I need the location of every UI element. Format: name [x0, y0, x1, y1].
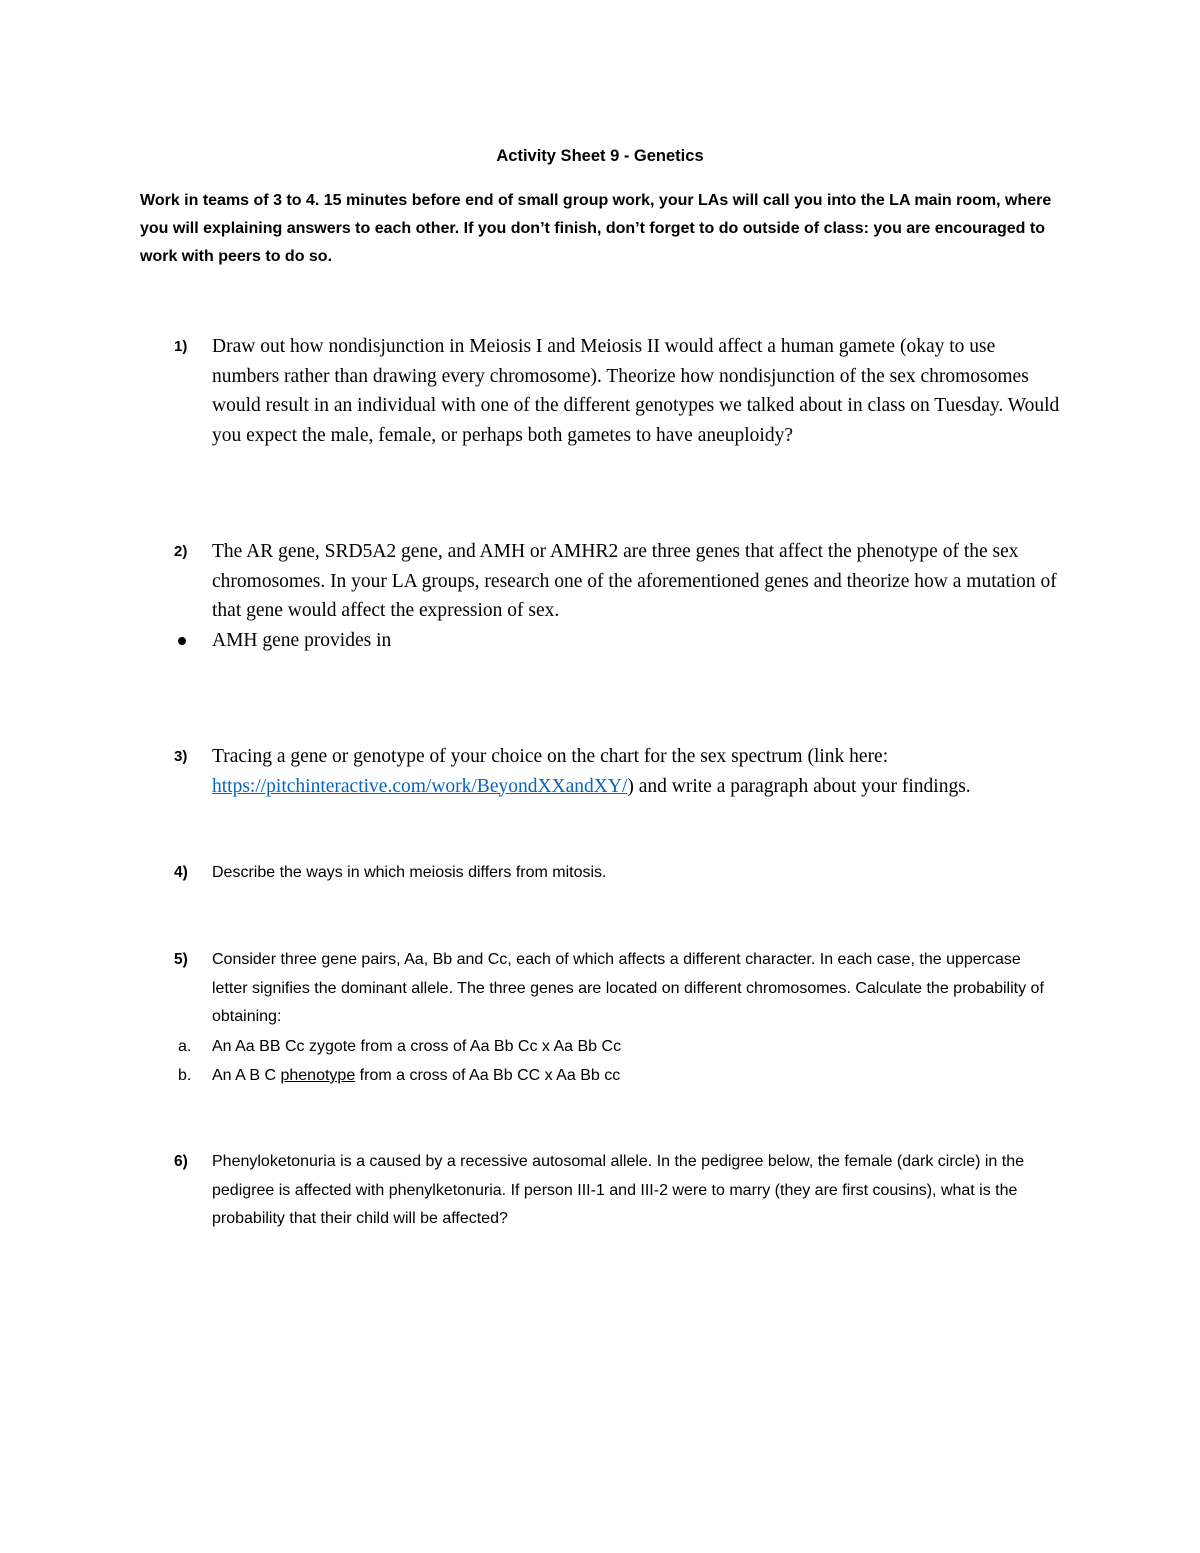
question-text: Describe the ways in which meiosis differs from mitosis.: [212, 864, 607, 881]
question-5: [140, 946, 1060, 1091]
question-text: [212, 742, 1060, 801]
question-1: [140, 332, 1060, 450]
question-text-before-link: Tracing a gene or genotype of your choice on the chart for the sex spectrum (link here:: [212, 746, 889, 767]
sub-question-text-before: An A B C: [212, 1067, 281, 1084]
question-4: [140, 859, 1060, 888]
sub-question-text: An Aa BB Cc zygote from a cross of Aa Bb Cc x Aa Bb Cc: [212, 1037, 622, 1055]
question-3: [140, 742, 1060, 801]
instructions-paragraph: Work in teams of 3 to 4. 15 minutes before end of small group work, your LAs will call you into the LA main room, where you will explaining answers to each other. If you don’t finish, don’t forget to do outside of class: you are encouraged to work with peers to do so.: [140, 192, 1052, 265]
question-6: [140, 1148, 1060, 1234]
sub-question-b: [178, 1061, 1060, 1091]
question-text-after-link: ) and write a paragraph about your findings.: [627, 775, 971, 797]
question-text: The AR gene, SRD5A2 gene, and AMH or AMHR2 are three genes that affect the phenotype of the sex chromosomes. In your LA groups, research one of the aforementioned genes and theorize how a mutation of that gene would affect the expression of sex.: [212, 541, 1057, 621]
beyond-xx-xy-link[interactable]: https://pitchinteractive.com/work/BeyondXXandXY/: [212, 775, 628, 797]
question-number: 4): [174, 864, 188, 881]
question-number: 6): [174, 1153, 188, 1170]
sub-question-letter: b.: [178, 1067, 192, 1084]
sub-question-letter: a.: [178, 1037, 192, 1055]
question-text: Consider three gene pairs, Aa, Bb and Cc, each of which affects a different character. In each case, the uppercase letter signifies the dominant allele. The three genes are located on different chromosomes. Calculate the probability of obtaining:: [212, 951, 1044, 1025]
bullet-item: [212, 626, 1060, 656]
question-text: Draw out how nondisjunction in Meiosis I and Meiosis II would affect a human gamete (okay to use numbers rather than drawing every chromosome). Theorize how nondisjunction of the sex chromosomes would result in an individual with one of the different genotypes we talked about in class on Tuesday. Would you expect the male, female, or perhaps both gametes to have aneuploidy?: [212, 336, 1060, 446]
page-title: Activity Sheet 9 - Genetics: [496, 147, 704, 165]
bullet-dot-icon: [178, 637, 186, 645]
question-2: [140, 537, 1060, 655]
question-number: 1): [174, 338, 188, 355]
sub-question-a: [178, 1032, 1060, 1062]
question-number: 3): [174, 748, 188, 765]
question-number: 2): [174, 543, 188, 560]
bullet-text: AMH gene provides in: [212, 629, 392, 651]
sub-question-text-after: from a cross of Aa Bb CC x Aa Bb cc: [355, 1067, 621, 1084]
question-text: Phenyloketonuria is a caused by a recessive autosomal allele. In the pedigree below, the female (dark circle) in the pedigree is affected with phenylketonuria. If person III-1 and III-2 were to marry (they are first cousins), what is the probability that their child will be affected?: [212, 1153, 1025, 1227]
question-number: 5): [174, 951, 188, 968]
sub-question-underlined-word: phenotype: [280, 1067, 356, 1084]
